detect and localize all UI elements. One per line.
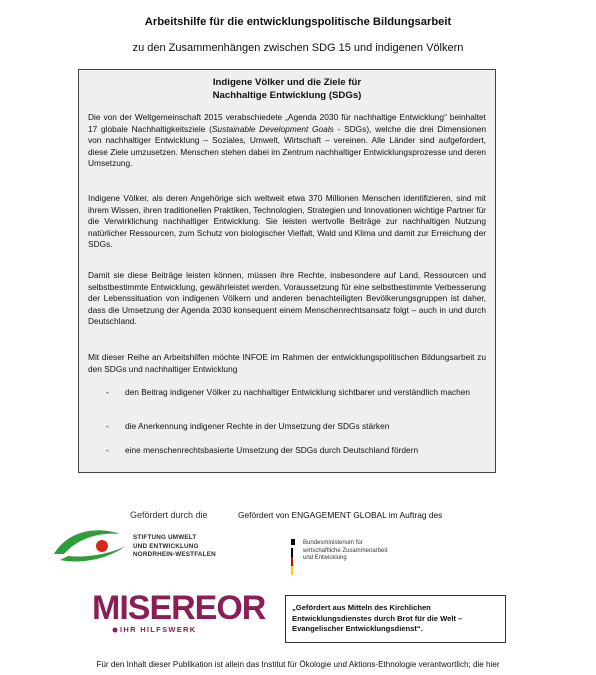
- engagement-global-label: Gefördert von ENGAGEMENT GLOBAL im Auftrag des: [238, 510, 443, 520]
- heading-line-2: Nachhaltige Entwicklung (SDGs): [212, 90, 362, 101]
- bullet-marker: -: [106, 445, 109, 455]
- paragraph-infoe: Mit dieser Reihe an Arbeitshilfen möchte INFOE im Rahmen der entwicklungspolitischen Bildungsarbeit zu den SDGs und nachhaltiger Entwicklung: [88, 352, 486, 374]
- german-flag-icon: [288, 539, 298, 575]
- heading-line-1: Indigene Völker und die Ziele für: [212, 77, 362, 88]
- bullet-item: den Beitrag indigener Völker zu nachhaltiger Entwicklung sichtbarer und verständlich machen: [125, 387, 471, 397]
- stiftung-swoosh-bottom: [60, 546, 126, 561]
- quote-line: „Gefördert aus Mitteln des Kirchlichen: [292, 603, 431, 612]
- funded-by-label: Gefördert durch die: [130, 510, 208, 520]
- info-box-heading: [78, 76, 496, 102]
- disclaimer-footer: Für den Inhalt dieser Publikation ist allein das Institut für Ökologie und Aktions-Ethnologie verantwortlich; die hier: [96, 660, 500, 669]
- flag-stripe-red: [291, 557, 293, 566]
- document-title: Arbeitshilfe für die entwicklungspolitische Bildungsarbeit: [144, 16, 452, 28]
- paragraph-agenda-italic: Sustainable Development Goals: [211, 123, 334, 134]
- flag-stripe-black: [291, 548, 293, 557]
- stiftung-logo-icon: [50, 524, 132, 566]
- bullet-marker: -: [106, 421, 109, 431]
- stiftung-line: STIFTUNG UMWELT: [133, 534, 197, 541]
- stiftung-red-dot: [96, 540, 108, 552]
- quote-line: Entwicklungsdienstes durch Brot für die Welt –: [292, 613, 463, 623]
- paragraph-agenda-b: - SDGs), welche die drei Dimensionen von nachhaltiger Entwicklung – Soziales, Umwelt, Wirtschaft – vereinen. Alle Länder sind aufgefordert, diese Ziele umzusetzen. Menschen stehen dabei im Zentrum nachhaltiger Entwicklungsprozesse und deren Umsetzung.: [88, 123, 486, 169]
- paragraph-agenda: [88, 112, 486, 170]
- bmz-line: Bundesministerium für: [303, 540, 363, 546]
- paragraph-rights: Damit sie diese Beiträge leisten können, müssen ihre Rechte, insbesondere auf Land, Ressourcen und selbstbestimmte Entwicklung, gewährleistet werden. Voraussetzung für eine selbstbestimmte Verbesserung der Lebenssituation von indigenen Völkern und anderen benachteiligten Bevölkerungsgruppen ist daher, dass die Umsetzung der Agenda 2030 konsequent einem Menschenrechtsansatz folgt – auch in und durch Deutschland.: [88, 270, 486, 327]
- bullet-item: eine menschenrechtsbasierte Umsetzung der SDGs durch Deutschland fördern: [125, 445, 419, 455]
- flag-stripe-gold: [291, 566, 293, 575]
- federal-eagle-mark: [291, 539, 295, 545]
- misereor-tagline: IHR HILFSWERK: [120, 625, 197, 634]
- paragraph-agenda-a: Die von der Weltgemeinschaft 2015 verabschiedete „Agenda 2030 für nachhaltige Entwicklung“ beinhaltet 17 globale Nachhaltigkeitsziele (: [88, 112, 486, 134]
- misereor-logo: MISEREOR: [92, 589, 266, 627]
- quote-line: Evangelischer Entwicklungsdienst“.: [292, 624, 423, 633]
- stiftung-swoosh-top: [54, 530, 120, 554]
- bmz-name: [303, 540, 387, 563]
- brot-fuer-die-welt-text: [292, 603, 502, 635]
- bmz-line: wirtschaftliche Zusammenarbeit: [303, 547, 388, 554]
- bullet-marker: -: [106, 387, 109, 397]
- bullet-item: die Anerkennung indigener Rechte in der Umsetzung der SDGs stärken: [125, 421, 390, 431]
- paragraph-indigenous: Indigene Völker, als deren Angehörige sich weltweit etwa 370 Millionen Menschen identifizieren, sind mit ihrem Wissen, ihren traditionellen Praktiken, Technologien, Strategien und Innovationen wichtige Partner für die Verwirklichung nachhaltiger Entwicklung. Sie leisten wertvolle Beiträge zur nachhaltigen Nutzung natürlicher Ressourcen, zum Schutz von biologischer Vielfalt, Wald und Klima und damit zur Erreichung der SDGs.: [88, 193, 486, 250]
- stiftung-line: UND ENTWICKLUNG: [133, 542, 199, 550]
- bmz-line: und Entwicklung: [303, 555, 347, 562]
- stiftung-line: NORDRHEIN-WESTFALEN: [133, 551, 216, 558]
- misereor-dot: [113, 628, 118, 633]
- misereor-dot-icon: [112, 627, 118, 633]
- stiftung-name: [133, 534, 216, 560]
- document-subtitle: zu den Zusammenhängen zwischen SDG 15 und indigenen Völkern: [132, 42, 464, 54]
